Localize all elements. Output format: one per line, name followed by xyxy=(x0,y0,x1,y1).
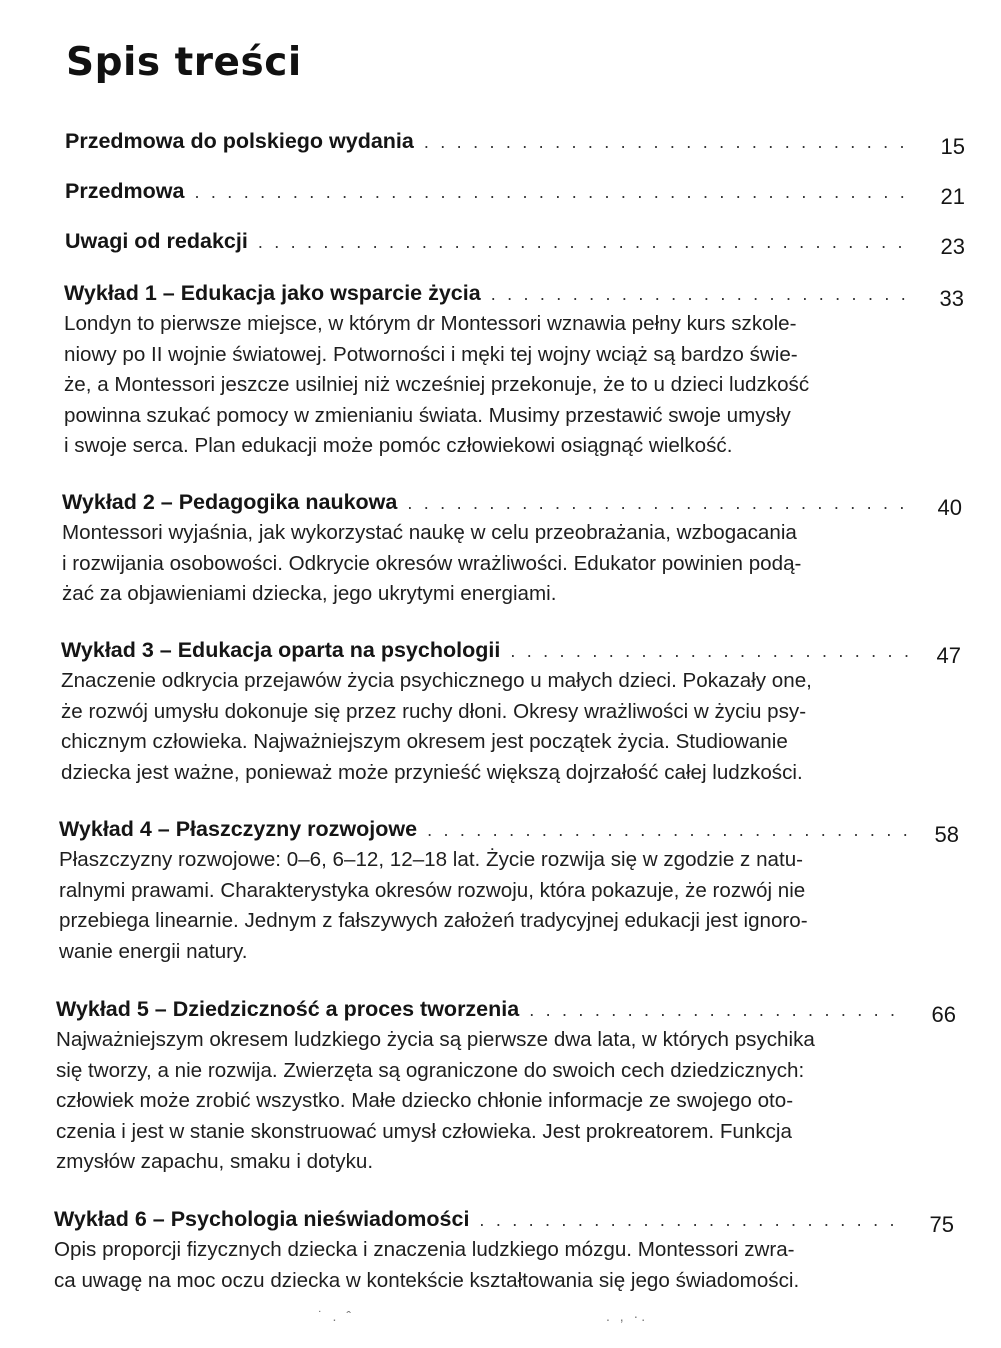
toc-entry xyxy=(64,278,964,462)
toc-entry xyxy=(65,176,965,207)
toc-entry-title: Wykład 2 – Pedagogika naukowa xyxy=(62,490,398,514)
dot-leader xyxy=(491,279,912,309)
description-line: człowiek może zrobić wszystko. Małe dziecko chłonie informacje ze swojego oto- xyxy=(56,1089,794,1112)
toc-entry-description xyxy=(59,845,889,967)
dot-leader xyxy=(424,127,913,157)
description-line: Najważniejszym okresem ludzkiego życia są pierwsze dwa lata, w których psychika xyxy=(56,1028,815,1051)
toc-entry xyxy=(65,126,965,157)
description-line: i swoje serca. Plan edukacji może pomóc człowiekowi osiągnąć wielkość. xyxy=(64,434,733,457)
toc-entry-title: Wykład 5 – Dziedziczność a proces tworzenia xyxy=(56,997,520,1021)
scan-specks: ˙ . ˆ xyxy=(318,1308,354,1324)
toc-entry-title: Wykład 1 – Edukacja jako wsparcie życia xyxy=(64,281,481,305)
toc-entry-page-number: 75 xyxy=(929,1212,954,1237)
toc-entry-heading-row xyxy=(65,126,965,157)
description-line: się tworzy, a nie rozwija. Zwierzęta są ograniczone do swoich cech dziedzicznych: xyxy=(56,1058,805,1082)
description-line: żać za objawieniami dziecka, jego ukrytymi energiami. xyxy=(62,582,557,605)
dot-leader xyxy=(479,1205,902,1235)
toc-entry-description xyxy=(62,518,892,610)
description-line: Znaczenie odkrycia przejawów życia psychicznego u małych dzieci. Pokazały one, xyxy=(61,669,812,692)
description-line: powinna szukać pomocy w zmienianiu świata. Musimy przestawić swoje umysły xyxy=(64,403,791,427)
toc-entry-title: Przedmowa xyxy=(65,179,185,203)
toc-entry xyxy=(61,635,961,788)
toc-entry-description xyxy=(54,1235,884,1296)
toc-entry-page-number: 58 xyxy=(934,822,959,847)
toc-entry-heading-row xyxy=(61,635,961,666)
toc-entry xyxy=(59,814,959,967)
description-line: Płaszczyzny rozwojowe: 0–6, 6–12, 12–18 lat. Życie rozwija się w zgodzie z natu- xyxy=(59,848,804,871)
toc-entry-description xyxy=(56,1025,886,1178)
toc-entry-page-number: 40 xyxy=(937,495,962,520)
description-line: Montessori wyjaśnia, jak wykorzystać naukę w celu przeobrażania, wzbogacania xyxy=(62,521,797,544)
description-line: chicznym człowieka. Najważniejszym okresem jest początek życia. Studiowanie xyxy=(61,730,788,753)
toc-entry-page-number: 33 xyxy=(939,286,964,311)
toc-entry-title: Wykład 4 – Płaszczyzny rozwojowe xyxy=(59,817,418,841)
toc-entry-heading-row xyxy=(65,226,965,257)
toc-entry-title: Wykład 3 – Edukacja oparta na psychologii xyxy=(61,638,501,662)
description-line: Opis proporcji fizycznych dziecka i znaczenia ludzkiego mózgu. Montessori zwra- xyxy=(54,1238,795,1261)
toc-entry xyxy=(56,994,956,1178)
toc-entry-description xyxy=(64,309,894,462)
dot-leader xyxy=(510,636,909,666)
description-line: ca uwagę na moc oczu dziecka w kontekście kształtowania się jego świadomości. xyxy=(54,1268,800,1292)
toc-entry-title: Uwagi od redakcji xyxy=(65,229,248,253)
dot-leader xyxy=(407,488,910,518)
dot-leader xyxy=(258,227,913,257)
description-line: czenia i jest w stanie skonstruować umysł człowieka. Jest prokreatorem. Funkcja xyxy=(56,1119,792,1143)
description-line: że rozwój umysłu dokonuje się przez ruchy dłoni. Okresy wrażliwości w życiu psy- xyxy=(61,699,807,723)
description-line: i rozwijania osobowości. Odkrycie okresów wrażliwości. Edukator powinien podą- xyxy=(62,551,802,575)
toc-entry-page-number: 47 xyxy=(936,643,961,668)
dot-leader xyxy=(194,177,913,207)
page-title: Spis treści xyxy=(66,40,302,85)
toc-entry-page-number: 21 xyxy=(940,184,965,209)
description-line: dziecka jest ważne, ponieważ może przynieść większą dojrzałość całej ludzkości. xyxy=(61,760,803,784)
toc-entry xyxy=(54,1204,954,1296)
toc-entry-page-number: 15 xyxy=(940,134,965,159)
toc-entry-heading-row xyxy=(62,487,962,518)
toc-entry-heading-row xyxy=(64,278,964,309)
toc-entry-heading-row xyxy=(56,994,956,1025)
dot-leader xyxy=(427,815,907,845)
description-line: niowy po II wojnie światowej. Potworności i męki tej wojny wciąż są bardzo świe- xyxy=(64,342,798,366)
description-line: wanie energii natury. xyxy=(59,939,248,963)
toc-entry xyxy=(65,226,965,257)
description-line: że, a Montessori jeszcze usilniej niż wcześniej przekonuje, że to u dzieci ludzkość xyxy=(64,373,810,396)
description-line: ralnymi prawami. Charakterystyka okresów rozwoju, która pokazuje, że rozwój nie xyxy=(59,878,806,902)
toc-entry-description xyxy=(61,666,891,788)
description-line: zmysłów zapachu, smaku i dotyku. xyxy=(56,1150,374,1173)
toc-entry xyxy=(62,487,962,610)
toc-entry-page-number: 66 xyxy=(931,1002,956,1027)
toc-entry-heading-row xyxy=(59,814,959,845)
toc-entry-title: Przedmowa do polskiego wydania xyxy=(65,129,414,153)
description-line: przebiega linearnie. Jednym z fałszywych założeń tradycyjnej edukacji jest ignoro- xyxy=(59,909,808,932)
toc-entry-title: Wykład 6 – Psychologia nieświadomości xyxy=(54,1207,470,1231)
scan-specks: . , ·. xyxy=(606,1308,649,1324)
toc-entry-heading-row xyxy=(54,1204,954,1235)
toc-entry-heading-row xyxy=(65,176,965,207)
dot-leader xyxy=(529,995,904,1025)
description-line: Londyn to pierwsze miejsce, w którym dr Montessori wznawia pełny kurs szkole- xyxy=(64,312,797,335)
toc-entry-page-number: 23 xyxy=(940,234,965,259)
